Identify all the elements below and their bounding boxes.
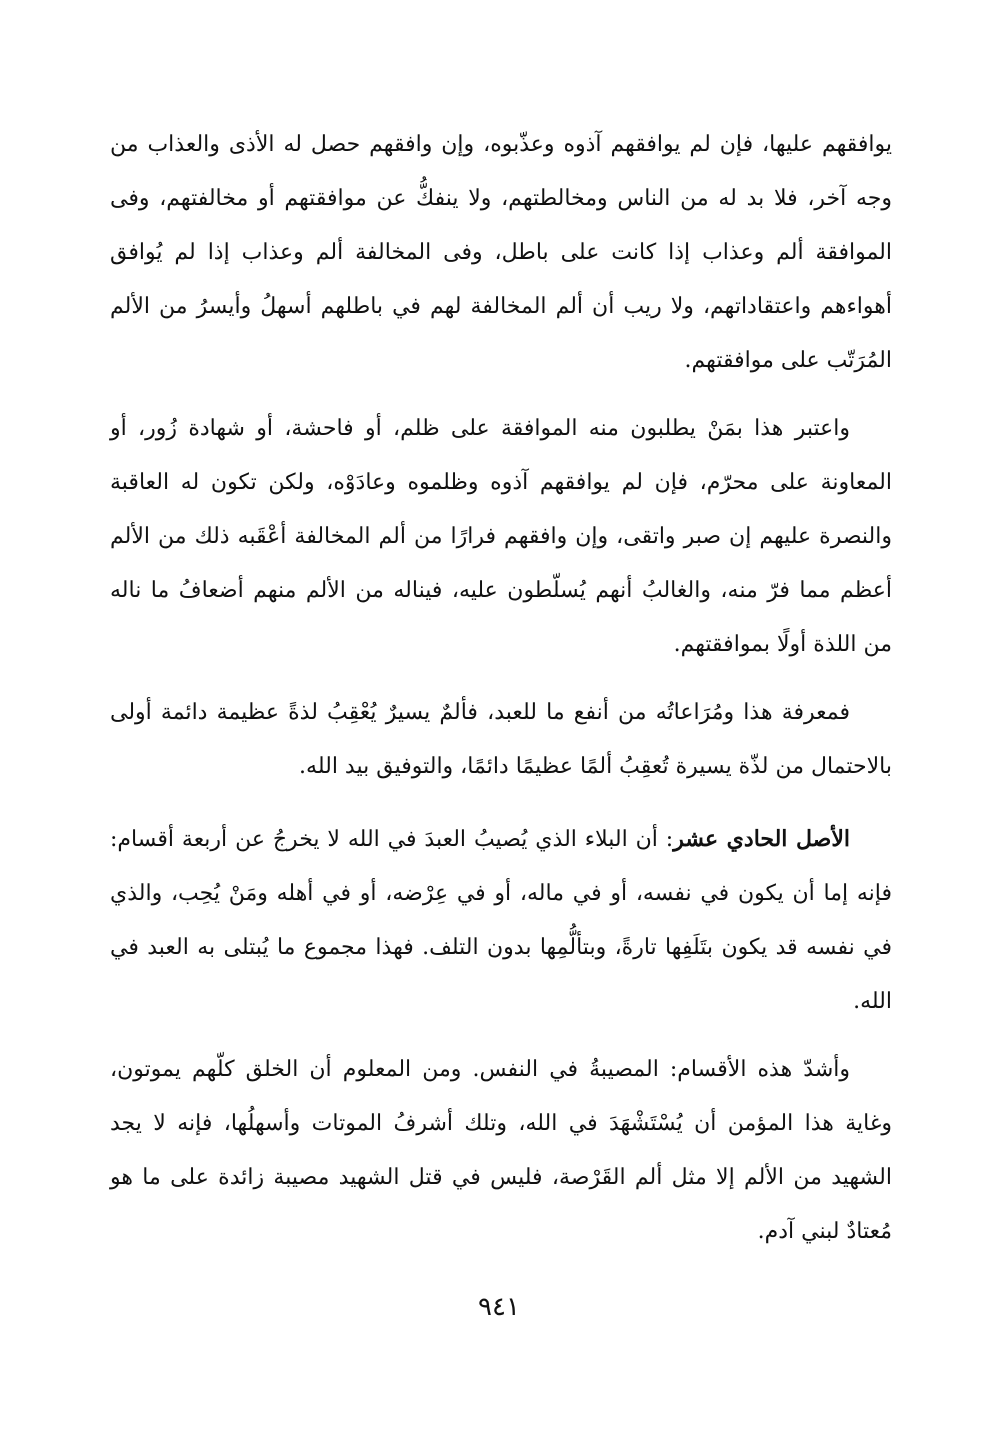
paragraph-3-text: فمعرفة هذا ومُرَاعاتُه من أنفع ما للعبد، فألمٌ يسيرٌ يُعْقِبُ لذةً عظيمة دائمة أولى بالاحتمال من لذّة يسيرة تُعقِبُ ألمًا عظيمًا دائمًا، والتوفيق بيد الله. bbox=[110, 700, 892, 779]
paragraph-2-text: واعتبر هذا بمَنْ يطلبون منه الموافقة على ظلم، أو فاحشة، أو شهادة زُور، أو المعاونة على محرّم، فإن لم يوافقهم آذوه وظلموه وعادَوْه، ولكن تكون له العاقبة والنصرة عليهم إن صبر واتقى، وإن وافقهم فرارًا من ألم المخالفة أعْقَبه ذلك من الألم أعظم مما فرّ منه، والغالبُ أنهم يُسلّطون عليه، فيناله من الألم منهم أضعافُ ما ناله من اللذة أولًا بموافقتهم. bbox=[110, 416, 892, 657]
paragraph-1 bbox=[110, 118, 892, 388]
page-body bbox=[110, 118, 892, 1273]
paragraph-3 bbox=[110, 686, 892, 794]
paragraph-5 bbox=[110, 1043, 892, 1259]
paragraph-2 bbox=[110, 402, 892, 672]
page-number: ٩٤١ bbox=[478, 1292, 520, 1322]
paragraph-5-text: وأشدّ هذه الأقسام: المصيبةُ في النفس. ومن المعلوم أن الخلق كلّهم يموتون، وغاية هذا المؤمن أن يُسْتَشْهَدَ في الله، وتلك أشرفُ الموتات وأسهلُها، فإنه لا يجد الشهيد من الألم إلا مثل ألم القَرْصة، فليس في قتل الشهيد مصيبة زائدة على ما هو مُعتادٌ لبني آدم. bbox=[110, 1057, 892, 1244]
paragraph-1-text: يوافقهم عليها، فإن لم يوافقهم آذوه وعذّبوه، وإن وافقهم حصل له الأذى والعذاب من وجه آخر، فلا بد له من الناس ومخالطتهم، ولا ينفكُّ عن موافقتهم أو مخالفتهم، وفى الموافقة ألم وعذاب إذا كانت على باطل، وفى المخالفة ألم وعذاب إذا لم يُوافق أهواءهم واعتقاداتهم، ولا ريب أن ألم المخالفة لهم في باطلهم أسهلُ وأيسرُ من الألم المُرَتّب على موافقتهم. bbox=[110, 132, 892, 373]
section-heading: الأصل الحادي عشر bbox=[673, 826, 850, 852]
paragraph-4-text: : أن البلاء الذي يُصيبُ العبدَ في الله لا يخرجُ عن أربعة أقسام: فإنه إما أن يكون في نفسه، أو في ماله، أو في عِرْضه، أو في أهله ومَنْ يُحِب، والذي في نفسه قد يكون بتَلَفِها تارةً، وبتألُّمِها بدون التلف. فهذا مجموع ما يُبتلى به العبد في الله. bbox=[110, 827, 892, 1014]
paragraph-4 bbox=[110, 812, 892, 1029]
